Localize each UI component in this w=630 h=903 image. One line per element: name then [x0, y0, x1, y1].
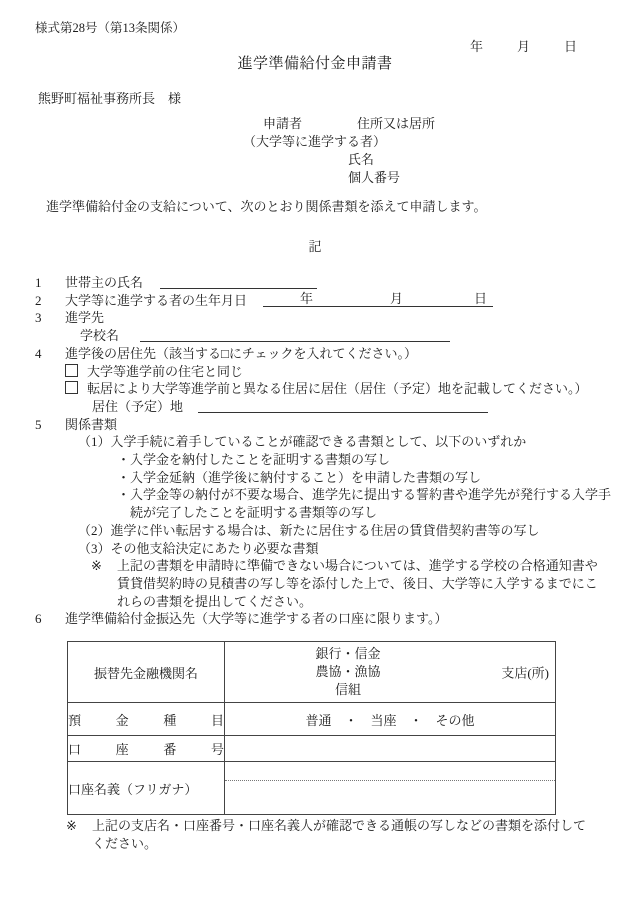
- planned-residence-row: [0, 398, 630, 416]
- documents-bullet2: ・入学金延納（進学後に納付すること）を申請した書類の写し: [117, 469, 482, 485]
- account-number-label: 口 座 番 号: [68, 736, 225, 762]
- footnote-line2: ください。: [92, 835, 158, 851]
- documents-sub2: （2）進学に伴い転居する場合は、新たに居住する住居の賃貸借契約書等の写し: [78, 522, 540, 538]
- table-row-account-number: [68, 736, 556, 762]
- footnote: [66, 817, 586, 852]
- bank-option: 信組: [334, 682, 361, 697]
- bank-account-table: [67, 641, 556, 815]
- planned-residence-field[interactable]: [198, 398, 488, 413]
- household-head-name-field[interactable]: [160, 274, 317, 289]
- checkbox-icon[interactable]: [65, 381, 78, 394]
- item-label: 世帯主の氏名: [65, 275, 144, 290]
- furigana-divider-line: [225, 780, 555, 781]
- account-holder-cell[interactable]: [225, 762, 556, 815]
- day-label: 日: [474, 291, 488, 306]
- deposit-type-label: 預 金 種 目: [68, 703, 225, 736]
- date-month-label: 月: [516, 39, 530, 54]
- account-number-cell[interactable]: [225, 736, 556, 762]
- bank-option: 銀行・信金: [315, 646, 381, 661]
- record-marker: 記: [308, 239, 322, 254]
- applicant-block: [0, 113, 630, 187]
- applicant-name-label: 氏名: [348, 152, 375, 167]
- applicant-label: 申請者: [263, 116, 303, 131]
- branch-label: 支店(所): [501, 665, 549, 681]
- checkbox-icon[interactable]: [65, 364, 78, 377]
- item-household-head: [0, 274, 630, 292]
- item-number: 4: [35, 345, 42, 361]
- table-row-account-holder: [68, 762, 556, 815]
- date-year-label: 年: [469, 39, 483, 54]
- school-name-row: [0, 327, 630, 345]
- applicant-address-label: 住所又は居所: [357, 116, 436, 131]
- item-label: 関係書類: [65, 416, 118, 432]
- item-number: 6: [35, 611, 42, 627]
- planned-residence-label: 居住（予定）地: [92, 398, 184, 414]
- addressee: 熊野町福祉事務所長 様: [38, 91, 182, 106]
- intro-sentence: 進学準備給付金の支給について、次のとおり関係書類を添えて申請します。: [46, 199, 487, 214]
- applicant-sublabel: （大学等に進学する者）: [243, 134, 387, 149]
- form-number: 様式第28号（第13条関係）: [35, 21, 186, 35]
- items-list: [0, 274, 630, 628]
- footnote-line1: [66, 817, 586, 835]
- footnote-marker: ※: [66, 818, 77, 833]
- item-birthdate: [0, 292, 630, 310]
- option-label: 転居により大学等進学前と異なる住居に居住（居住（予定）地を記載してください。）: [87, 381, 588, 397]
- documents-note-line2: 賃貸借契約時の見積書の写し等を添付した上で、後日、大学等に入学するまでにこ: [117, 575, 598, 591]
- item-destination: [0, 309, 630, 327]
- item-label: 進学準備給付金振込先（大学等に進学する者の口座に限ります。）: [65, 611, 448, 627]
- year-label: 年: [300, 291, 314, 306]
- footnote-text: 上記の支店名・口座番号・口座名義人が確認できる通帳の写しなどの書類を添付して: [92, 818, 587, 833]
- page-title: 進学準備給付金申請書: [237, 56, 393, 72]
- school-name-field[interactable]: [140, 327, 450, 342]
- note-marker: ※: [91, 558, 102, 574]
- documents-note-line1: [0, 557, 630, 575]
- applicant-id-label: 個人番号: [348, 170, 401, 185]
- item-number: 3: [35, 310, 42, 326]
- documents-sub3: （3）その他支給決定にあたり必要な書類: [78, 540, 319, 556]
- month-label: 月: [390, 291, 404, 306]
- residence-option-same: [0, 363, 630, 381]
- item-number: 2: [35, 292, 42, 308]
- item-residence: [0, 345, 630, 363]
- item-bank-transfer: [0, 610, 630, 628]
- school-name-label: 学校名: [80, 328, 120, 344]
- documents-note-line3: れらの書類を提出してください。: [117, 593, 313, 609]
- item-label: 進学先: [65, 310, 105, 326]
- item-label: 進学後の居住先（該当する□にチェックを入れてください。）: [65, 345, 417, 361]
- item-label: 大学等に進学する者の生年月日: [65, 292, 248, 308]
- item-number: 1: [35, 275, 42, 290]
- table-row-deposit-type: [68, 703, 556, 736]
- bank-name-label: 振替先金融機関名: [68, 642, 225, 703]
- deposit-type-options[interactable]: 普通 ・ 当座 ・ その他: [225, 703, 556, 736]
- birthdate-field[interactable]: [263, 292, 493, 307]
- date-day-label: 日: [563, 39, 577, 54]
- item-number: 5: [35, 416, 42, 432]
- documents-bullet1: ・入学金を納付したことを証明する書類の写し: [117, 452, 391, 468]
- residence-option-moved: [0, 380, 630, 398]
- option-label: 大学等進学前の住宅と同じ: [87, 363, 244, 379]
- table-row-bank: [68, 642, 556, 703]
- bank-name-cell[interactable]: [225, 642, 556, 703]
- documents-sub1: （1）入学手続に着手していることが確認できる書類として、以下のいずれか: [78, 434, 527, 450]
- bank-option: 農協・漁協: [315, 664, 381, 679]
- item-documents: [0, 416, 630, 434]
- documents-bullet3-line1: ・入学金等の納付が不要な場合、進学先に提出する誓約書や進学先が発行する入学手: [117, 487, 612, 503]
- account-holder-label: 口座名義（フリガナ）: [68, 762, 225, 815]
- documents-bullet3-line2: 続が完了したことを証明する書類等の写し: [130, 505, 378, 521]
- note-text: 上記の書類を申請時に準備できない場合については、進学する学校の合格通知書や: [117, 558, 598, 574]
